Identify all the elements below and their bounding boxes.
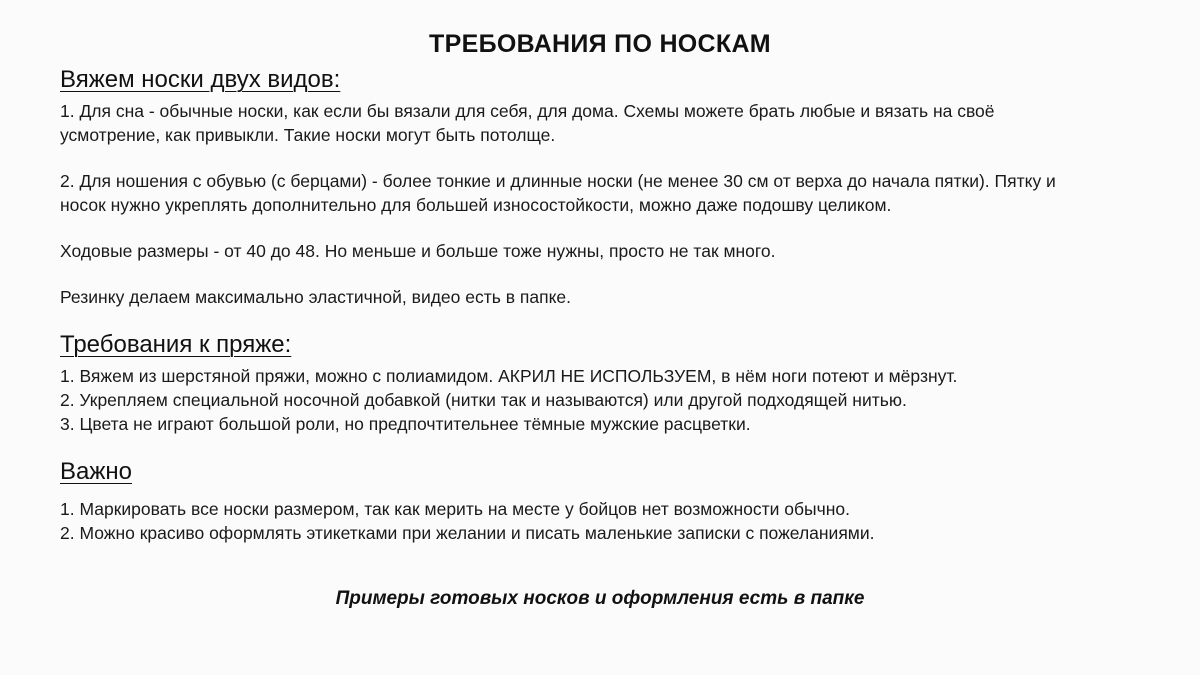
list-item: 1. Вяжем из шерстяной пряжи, можно с полиамидом. АКРИЛ НЕ ИСПОЛЬЗУЕМ, в нём ноги потеют и мёрзнут.	[60, 366, 958, 386]
section-yarn-requirements	[60, 329, 1160, 436]
section-important	[60, 456, 1160, 545]
list-item: 1. Маркировать все носки размером, так как мерить на месте у бойцов нет возможности обычно.	[60, 499, 851, 519]
paragraph-sleep-socks	[60, 99, 1160, 147]
list-important	[60, 497, 1160, 545]
list-item: 3. Цвета не играют большой роли, но предпочтительнее тёмные мужские расцветки.	[60, 414, 751, 434]
section-heading-important: Важно	[60, 458, 133, 485]
list-item: 2. Можно красиво оформлять этикетками при желании и писать маленькие записки с пожеланиями.	[60, 523, 875, 543]
section-sock-types	[60, 64, 1160, 309]
text-line: Резинку делаем максимально эластичной, видео есть в папке.	[60, 287, 572, 307]
text-line: носок нужно укреплять дополнительно для большей износостойкости, можно даже подошву целиком.	[60, 195, 892, 215]
list-yarn-requirements	[60, 364, 1160, 436]
document-content	[60, 64, 1160, 545]
section-heading-yarn: Требования к пряже:	[60, 331, 292, 358]
text-line: Ходовые размеры - от 40 до 48. Но меньше и больше тоже нужны, просто не так много.	[60, 241, 776, 261]
paragraph-cuff	[60, 285, 1160, 309]
paragraph-boot-socks	[60, 169, 1160, 217]
section-heading-sock-types: Вяжем носки двух видов:	[60, 66, 341, 93]
text-line: 2. Для ношения с обувью (с берцами) - более тонкие и длинные носки (не менее 30 см от верха до начала пятки). Пятку и	[60, 171, 1056, 191]
list-item: 2. Укрепляем специальной носочной добавкой (нитки так и называются) или другой подходящей нитью.	[60, 390, 907, 410]
page-title: ТРЕБОВАНИЯ ПО НОСКАМ	[429, 30, 771, 58]
paragraph-sizes	[60, 239, 1160, 263]
footer-note: Примеры готовых носков и оформления есть в папке	[335, 588, 865, 609]
text-line: 1. Для сна - обычные носки, как если бы вязали для себя, для дома. Схемы можете брать любые и вязать на своё	[60, 101, 995, 121]
text-line: усмотрение, как привыкли. Такие носки могут быть потолще.	[60, 125, 556, 145]
